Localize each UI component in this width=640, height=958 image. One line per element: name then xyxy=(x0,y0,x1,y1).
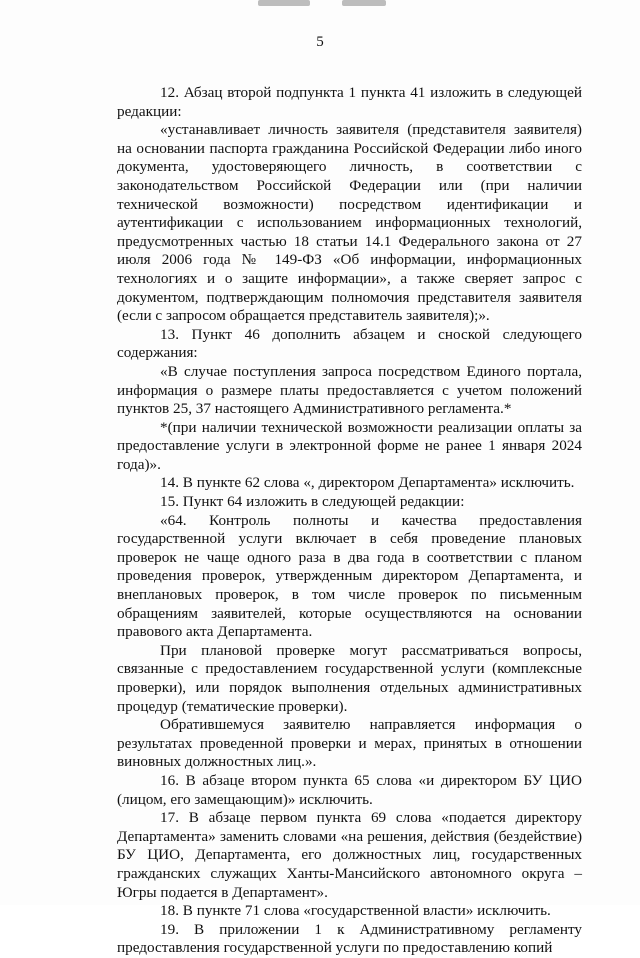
scan-artifact xyxy=(258,0,310,6)
paragraph-item-15: 15. Пункт 64 изложить в следующей редакции: xyxy=(160,493,465,511)
paragraph-applicant-info: Обратившемуся заявителю направляется информация о результатах проведенной проверки и мерах, принятых в отношении виновных должностных лиц.». xyxy=(117,716,582,771)
page-number: 5 xyxy=(316,34,324,50)
paragraph-item-13: 13. Пункт 46 дополнить абзацем и сноской следующего содержания: xyxy=(117,325,582,362)
paragraph-quote-41: «устанавливает личность заявителя (представителя заявителя) на основании паспорта гражданина Российской Федерации либо иного документа, удостоверяющего личность, в соответствии с законодательством Российской Федерации или (при наличии технической возможности) посредством идентификации и аутентификации с использованием информационных технологий, предусмотренных частью 18 статьи 14.1 Федерального закона от 27 июля 2006 года № 149-ФЗ «Об информации, информационных технологиях и о защите информации», а также сверяет запрос с документом, подтверждающим полномочия представителя заявителя (если с запросом обращается представитель заявителя);». xyxy=(117,121,582,325)
paragraph-item-16: 16. В абзаце втором пункта 65 слова «и директором БУ ЦИО (лицом, его замещающим)» исключить. xyxy=(117,771,582,808)
document-body xyxy=(117,84,582,958)
paragraph-footnote: *(при наличии технической возможности реализации оплаты за предоставление услуги в электронной форме не ранее 1 января 2024 года)». xyxy=(117,418,582,473)
paragraph-item-18: 18. В пункте 71 слова «государственной власти» исключить. xyxy=(160,902,551,920)
paragraph-quote-64: «64. Контроль полноты и качества предоставления государственной услуги включает в себя проведение плановых проверок не чаще одного раза в два года в соответствии с планом проведения проверок, утвержденным директором Департамента, и внеплановых проверок, в том числе проверок по письменным обращениям заявителей, которые осуществляются на основании правового акта Департамента. xyxy=(117,511,582,641)
paragraph-item-14: 14. В пункте 62 слова «, директором Департамента» исключить. xyxy=(160,474,575,492)
scan-artifact xyxy=(342,0,386,6)
paragraph-item-19: 19. В приложении 1 к Административному регламенту предоставления государственной услуги по предоставлению копий xyxy=(117,920,582,957)
paragraph-planned-check: При плановой проверке могут рассматриваться вопросы, связанные с предоставлением государственной услуги (комплексные проверки), или порядок выполнения отдельных административных процедур (тематические проверки). xyxy=(117,641,582,715)
paragraph-item-17: 17. В абзаце первом пункта 69 слова «подается директору Департамента» заменить словами «на решения, действия (бездействие) БУ ЦИО, Департамента, его должностных лиц, государственных гражданских служащих Ханты-Мансийского автономного округа – Югры подается в Департамент». xyxy=(117,809,582,901)
paragraph-quote-46: «В случае поступления запроса посредством Единого портала, информация о размере платы предоставляется с учетом положений пунктов 25, 37 настоящего Административного регламента.* xyxy=(117,362,582,418)
paragraph-item-12: 12. Абзац второй подпункта 1 пункта 41 изложить в следующей редакции: xyxy=(117,84,582,120)
